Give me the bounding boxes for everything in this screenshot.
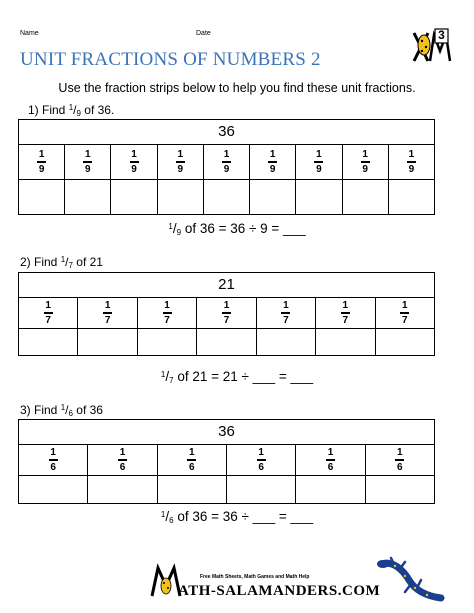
strip-part: $\frac{1}{6}$ [226,445,295,475]
strip-part: $\frac{1}{9}$ [110,145,156,179]
strip-total: 36 [19,120,434,145]
answer-box[interactable] [249,180,295,214]
strip-total: 21 [19,273,434,298]
strip-part: $\frac{1}{9}$ [203,145,249,179]
equation-3: $^1/_6$ of 36 = 36 ÷ ___ = ___ [160,509,314,525]
strip-total: 36 [19,420,434,445]
strip-part: $\frac{1}{7}$ [137,298,196,328]
answer-box[interactable] [157,476,226,503]
strip-part: $\frac{1}{7}$ [196,298,255,328]
name-label: Name [20,30,39,37]
answer-box[interactable] [110,180,156,214]
strip-part: $\frac{1}{9}$ [64,145,110,179]
answer-box[interactable] [19,180,64,214]
strip-part: $\frac{1}{9}$ [295,145,341,179]
strip-part: $\frac{1}{6}$ [87,445,156,475]
answer-box[interactable] [196,329,255,355]
answer-box[interactable] [375,329,434,355]
strip-part: $\frac{1}{7}$ [77,298,136,328]
footer-tagline: Free Math Sheets, Math Games and Math Help [200,574,310,580]
strip-parts-row [19,145,434,180]
strip-part: $\frac{1}{9}$ [38,149,45,175]
salamander-icon [375,556,445,606]
question-1-label: 1) Find $^1/_9$ of 36. [28,103,115,118]
fraction-strip-1 [18,119,435,215]
answer-box[interactable] [342,180,388,214]
grade-number: 3 [438,28,445,42]
strip-part: $\frac{1}{9}$ [249,145,295,179]
strip-part: $\frac{1}{6}$ [295,445,364,475]
page-title: UNIT FRACTIONS OF NUMBERS 2 [20,49,321,70]
answer-box[interactable] [388,180,434,214]
instructions: Use the fraction strips below to help you find these unit fractions. [58,81,416,95]
strip-part: $\frac{1}{9}$ [388,145,434,179]
question-2-label: 2) Find $^1/_7$ of 21 [20,255,103,270]
answer-box[interactable] [77,329,136,355]
strip-part: $\frac{1}{6}$ [365,445,434,475]
strip-answer-row [19,180,434,214]
strip-part: $\frac{1}{7}$ [45,300,51,326]
strip-answer-row [19,329,434,355]
answer-box[interactable] [226,476,295,503]
footer-brand: ATH-SALAMANDERS.COM [178,583,381,599]
answer-box[interactable] [137,329,196,355]
strip-parts-row [19,445,434,476]
strip-answer-row [19,476,434,503]
strip-part: $\frac{1}{9}$ [157,145,203,179]
answer-box[interactable] [295,180,341,214]
answer-box[interactable] [203,180,249,214]
answer-box[interactable] [365,476,434,503]
answer-box[interactable] [157,180,203,214]
fraction-strip-2 [18,272,435,356]
answer-box[interactable] [315,329,374,355]
grade-logo [410,27,452,67]
strip-part: $\frac{1}{9}$ [342,145,388,179]
answer-box[interactable] [295,476,364,503]
salamander-mascot [375,556,445,606]
strip-part: $\frac{1}{7}$ [375,298,434,328]
answer-box[interactable] [64,180,110,214]
strip-part: $\frac{1}{7}$ [256,298,315,328]
strip-part: $\frac{1}{7}$ [315,298,374,328]
fraction-strip-3 [18,419,435,504]
strip-part: $\frac{1}{6}$ [157,445,226,475]
strip-part: $\frac{1}{6}$ [50,447,56,473]
answer-box[interactable] [256,329,315,355]
answer-box[interactable] [19,476,87,503]
equation-2: $^1/_7$ of 21 = 21 ÷ ___ = ___ [160,369,314,385]
answer-box[interactable] [19,329,77,355]
question-3-label: 3) Find $^1/_6$ of 36 [20,403,103,418]
equation-1: $^1/_9$ of 36 = 36 ÷ 9 = ___ [168,221,306,237]
answer-box[interactable] [87,476,156,503]
strip-parts-row [19,298,434,329]
date-label: Date [196,30,211,37]
